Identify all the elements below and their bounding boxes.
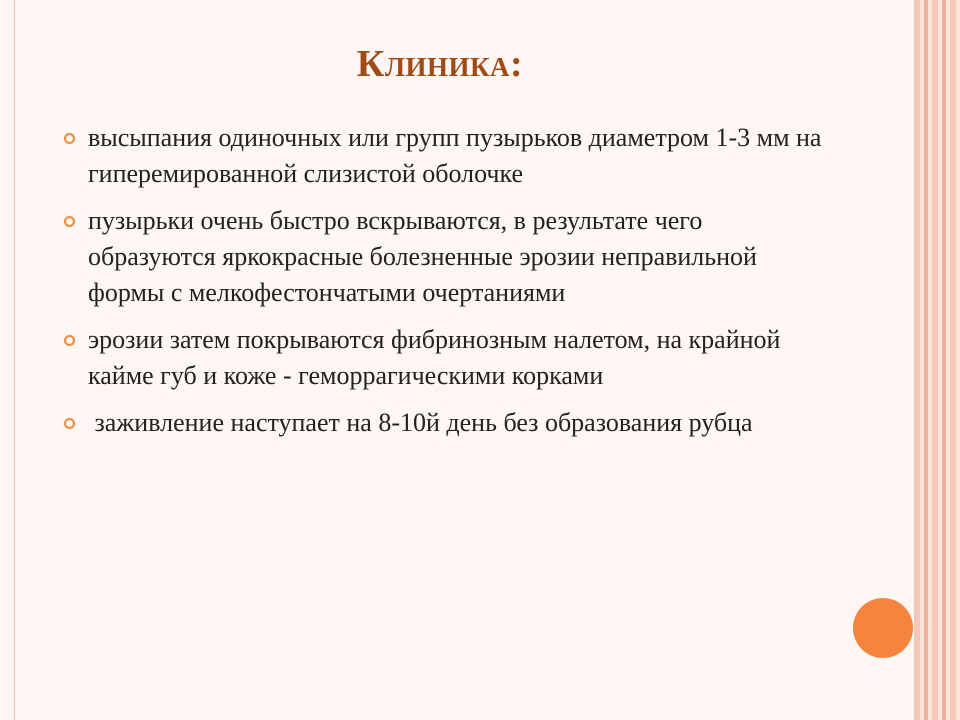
bullet-item bbox=[64, 322, 824, 394]
bullet-text: эрозии затем покрываются фибринозным налетом, на крайной кайме губ и коже - геморрагическими корками bbox=[88, 325, 781, 390]
bullet-circle-icon bbox=[64, 216, 75, 227]
bullet-circle-icon bbox=[64, 335, 75, 346]
bullet-circle-icon bbox=[64, 133, 75, 144]
bullet-list bbox=[64, 120, 824, 452]
bullet-text: высыпания одиночных или групп пузырьков диаметром 1-3 мм на гиперемированной слизистой оболочке bbox=[88, 123, 822, 188]
bullet-item bbox=[64, 405, 824, 441]
decorative-stripes bbox=[914, 0, 960, 720]
bullet-item bbox=[64, 120, 824, 192]
left-border-line bbox=[14, 0, 15, 720]
decorative-orange-circle bbox=[853, 598, 913, 658]
bullet-text: пузырьки очень быстро вскрываются, в результате чего образуются яркокрасные болезненные эрозии неправильной формы с мелкофестончатыми очертаниями bbox=[88, 206, 757, 307]
slide-title: Клиника: bbox=[356, 43, 524, 85]
bullet-item bbox=[64, 203, 824, 311]
bullet-text: заживление наступает на 8-10й день без образования рубца bbox=[88, 408, 753, 437]
bullet-circle-icon bbox=[64, 418, 75, 429]
